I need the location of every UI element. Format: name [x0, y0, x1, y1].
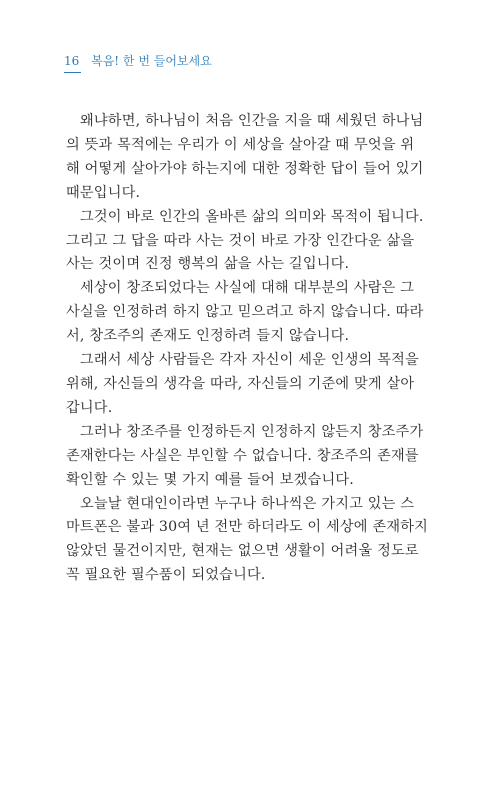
- text-line: 의 뜻과 목적에는 우리가 이 세상을 살아갈 때 무엇을 위: [66, 136, 415, 153]
- header-rule: [64, 72, 81, 73]
- text-line: 위해, 자신들의 생각을 따라, 자신들의 기준에 맞게 살아: [66, 375, 415, 392]
- text-line: 오늘날 현대인이라면 누구나 하나씩은 가지고 있는 스: [80, 495, 415, 512]
- text-line: 갑니다.: [66, 399, 113, 416]
- paragraph: [66, 493, 429, 589]
- text-line: 그래서 세상 사람들은 각자 자신이 세운 인생의 목적을: [80, 352, 419, 369]
- text-line: 그러나 창조주를 인정하든지 인정하지 않든지 창조주가: [80, 423, 424, 440]
- paragraph: [66, 110, 424, 206]
- text-line: 않았던 물건이지만, 현재는 없으면 생활이 어려울 정도로: [66, 543, 419, 560]
- text-line: 때문입니다.: [66, 184, 141, 201]
- page-number: 16: [64, 54, 80, 68]
- paragraph: [66, 277, 424, 349]
- text-line: 해 어떻게 살아가야 하는지에 대한 정확한 답이 들어 있기: [66, 160, 424, 177]
- text-line: 그것이 바로 인간의 올바른 삶의 의미와 목적이 됩니다.: [80, 208, 424, 225]
- body-text: [66, 110, 429, 588]
- text-line: 서, 창조주의 존재도 인정하려 들지 않습니다.: [66, 328, 350, 345]
- text-line: 왜냐하면, 하나님이 처음 인간을 지을 때 세웠던 하나님: [80, 113, 424, 129]
- text-line: 마트폰은 불과 30여 년 전만 하더라도 이 세상에 존재하지: [66, 519, 429, 536]
- running-header: [64, 52, 212, 69]
- text-line: 그리고 그 답을 따라 사는 것이 바로 가장 인간다운 삶을: [66, 232, 415, 249]
- paragraph: [66, 206, 424, 278]
- text-line: 세상이 창조되었다는 사실에 대해 대부분의 사람은 그: [80, 280, 415, 297]
- paragraph: [66, 349, 419, 421]
- paragraph: [66, 421, 424, 493]
- text-line: 꼭 필요한 필수품이 되었습니다.: [66, 567, 266, 584]
- text-line: 사실을 인정하려 하지 않고 믿으려고 하지 않습니다. 따라: [66, 304, 424, 321]
- text-line: 사는 것이며 진정 행복의 삶을 사는 길입니다.: [66, 256, 350, 273]
- book-title: 복음! 한 번 들어보세요: [91, 54, 212, 68]
- text-line: 존재한다는 사실은 부인할 수 없습니다. 창조주의 존재를: [66, 447, 419, 464]
- text-line: 확인할 수 있는 몇 가지 예를 들어 보겠습니다.: [66, 471, 354, 488]
